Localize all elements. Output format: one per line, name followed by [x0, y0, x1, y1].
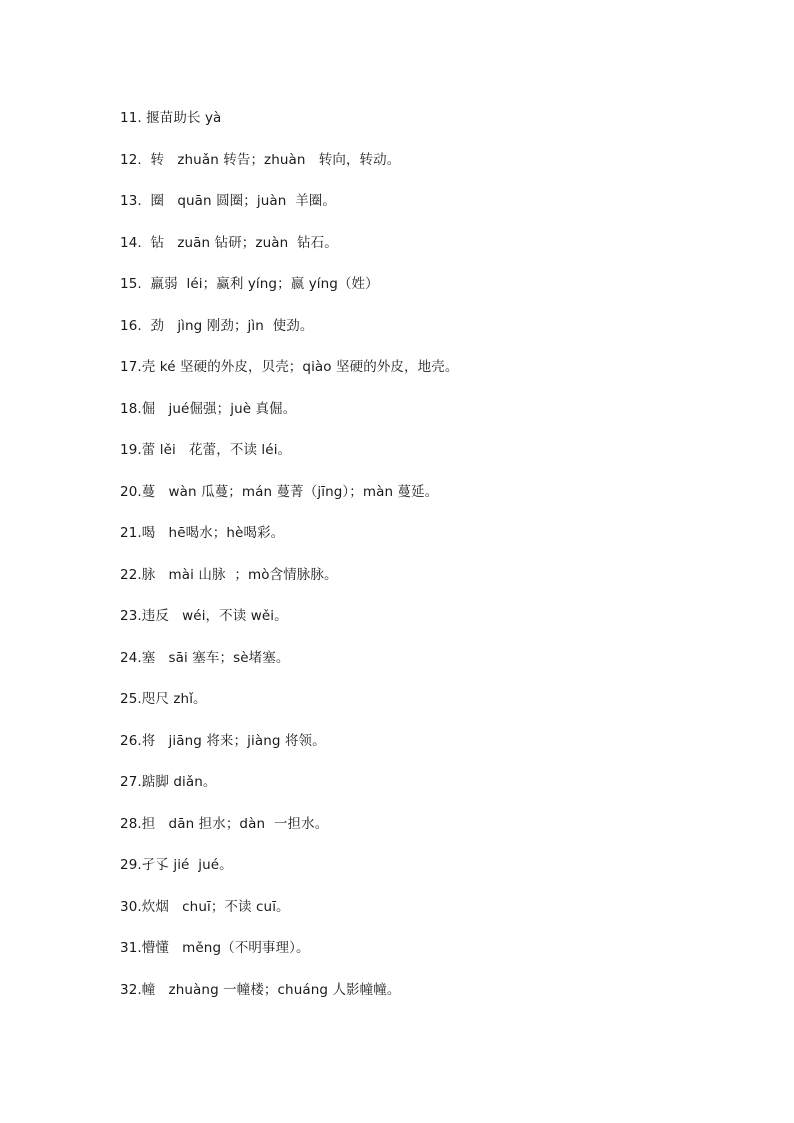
list-item: 18.倔 jué倔强；juè 真倔。: [120, 400, 297, 417]
list-item: 22.脉 mài 山脉 ；mò含情脉脉。: [120, 566, 338, 583]
list-item: 11. 揠苗助长 yà: [120, 110, 222, 126]
list-item: 30.炊烟 chuī；不读 cuī。: [120, 898, 290, 915]
list-item: 27.踮脚 diǎn。: [120, 774, 217, 790]
list-item: 29.孑孓 jié jué。: [120, 857, 233, 873]
list-item: 32.幢 zhuàng 一幢楼；chuáng 人影幢幢。: [120, 981, 401, 998]
list-item: 21.喝 hē喝水；hè喝彩。: [120, 525, 285, 541]
list-item: 15. 羸弱 léi；赢利 yíng；嬴 yíng（姓）: [120, 276, 379, 292]
list-item: 26.将 jiāng 将来；jiàng 将领。: [120, 732, 326, 749]
list-item: 13. 圈 quān 圆圈；juàn 羊圈。: [120, 193, 336, 209]
list-item: 28.担 dān 担水；dàn 一担水。: [120, 815, 329, 832]
list-item: 23.违反 wéi，不读 wěi。: [120, 608, 288, 624]
pronunciation-list: [120, 107, 740, 1020]
list-item: 14. 钻 zuān 钻研；zuàn 钻石。: [120, 234, 338, 251]
list-item: 16. 劲 jìng 刚劲；jìn 使劲。: [120, 317, 314, 334]
list-item: 31.懵懂 měng（不明事理）。: [120, 940, 310, 956]
list-item: 17.壳 ké 坚硬的外皮，贝壳；qiào 坚硬的外皮，地壳。: [120, 359, 459, 375]
list-item: 12. 转 zhuǎn 转告；zhuàn 转向，转动。: [120, 151, 401, 168]
list-item: 19.蕾 lěi 花蕾，不读 léi。: [120, 442, 292, 458]
list-item: 20.蔓 wàn 瓜蔓；mán 蔓菁（jīng）；màn 蔓延。: [120, 483, 439, 500]
list-item: 25.咫尺 zhǐ。: [120, 691, 207, 707]
list-item: 24.塞 sāi 塞车；sè堵塞。: [120, 649, 290, 666]
